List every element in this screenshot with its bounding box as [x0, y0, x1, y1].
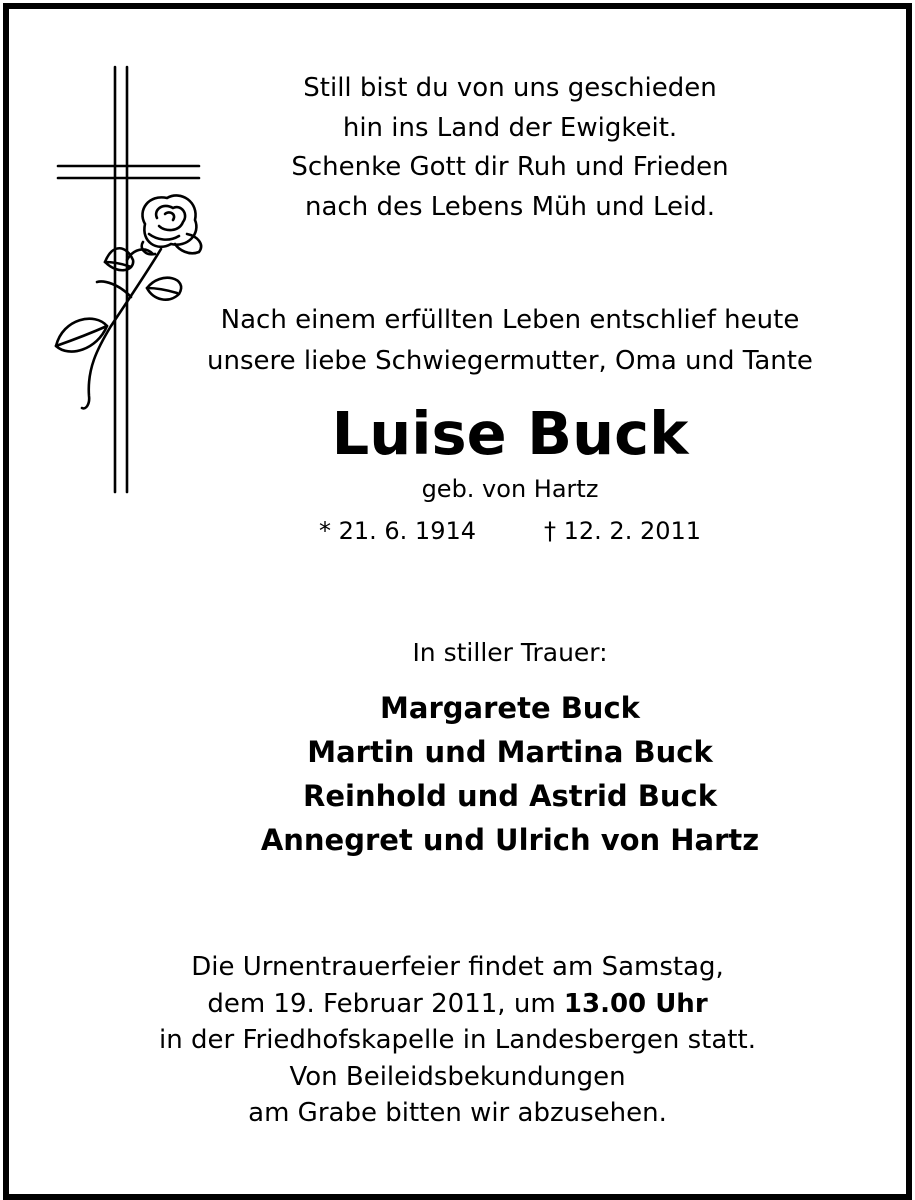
verse-line: nach des Lebens Müh und Leid. — [305, 191, 715, 222]
obituary-notice — [3, 3, 912, 1200]
intro-line: Nach einem erfüllten Leben entschlief heute — [220, 305, 800, 335]
service-line: Von Beileidsbekundungen — [289, 1061, 626, 1092]
service-line — [9, 986, 906, 1023]
service-info — [9, 949, 906, 1132]
verse-line: Still bist du von uns geschieden — [303, 73, 717, 103]
verse-line: Schenke Gott dir Ruh und Frieden — [291, 152, 729, 182]
service-time: 13.00 Uhr — [563, 988, 708, 1019]
mourner-name: Reinhold und Astrid Buck — [303, 779, 717, 813]
mourner-name: Martin und Martina Buck — [307, 735, 713, 769]
maiden-name: geb. von Hartz — [421, 475, 599, 503]
mourners-list — [114, 686, 906, 862]
service-line: Die Urnentrauerfeier findet am Samstag, — [191, 952, 724, 982]
life-dates — [114, 516, 906, 546]
intro-text — [114, 300, 906, 382]
deceased-name: Luise Buck — [331, 399, 689, 468]
mourner-name: Margarete Buck — [380, 691, 640, 725]
service-line: am Grabe bitten wir abzusehen. — [248, 1098, 667, 1128]
service-date: dem 19. Februar 2011, um — [207, 988, 564, 1019]
death-date: † 12. 2. 2011 — [544, 517, 702, 545]
birth-date: * 21. 6. 1914 — [318, 517, 476, 545]
intro-line: unsere liebe Schwiegermutter, Oma und Tante — [207, 346, 813, 376]
mourning-heading: In stiller Trauer: — [412, 638, 608, 667]
memorial-verse — [114, 69, 906, 227]
service-line: in der Friedhofskapelle in Landesbergen statt. — [159, 1025, 756, 1055]
verse-line: hin ins Land der Ewigkeit. — [342, 112, 678, 143]
mourner-name: Annegret und Ulrich von Hartz — [260, 823, 760, 857]
